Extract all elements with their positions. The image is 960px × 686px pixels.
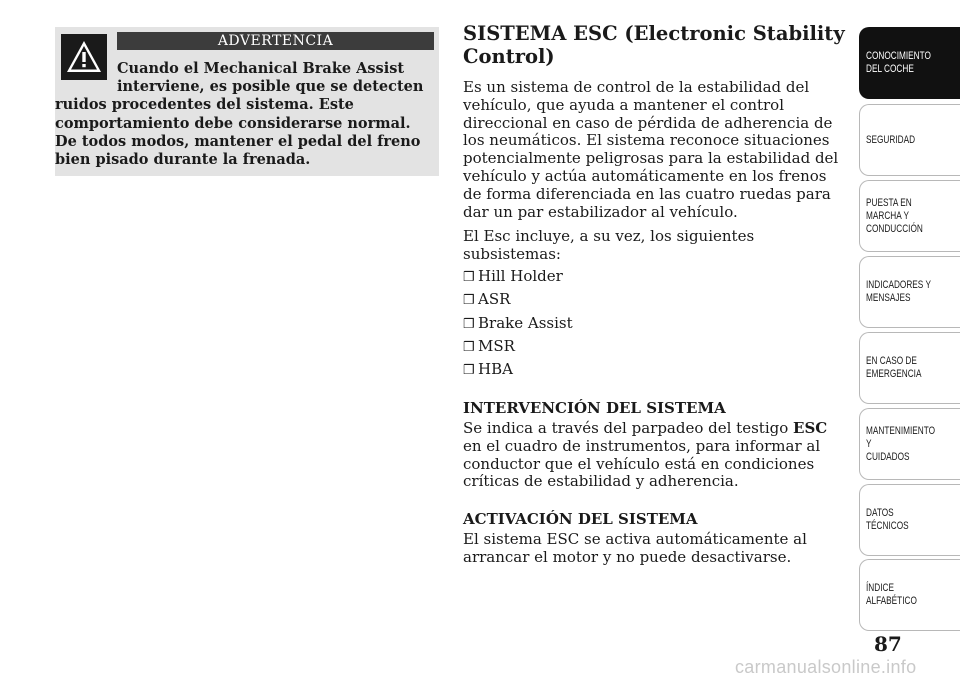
chapter-tabs — [859, 27, 960, 632]
watermark: carmanualsonline.info — [735, 657, 917, 677]
intervention-paragraph: Se indica a través del parpadeo del testigo ESC en el cuadro de instrumentos, para informar al conductor que el vehículo está en condiciones críticas de estabilidad y adherencia. — [463, 418, 828, 491]
section-heading-activation: ACTIVACIÓN DEL SISTEMA — [463, 510, 698, 529]
tab-conocimiento-del-coche[interactable]: CONOCIMIENTO DEL COCHE — [859, 27, 960, 99]
checkbox-bullet-icon: ❒ — [463, 293, 475, 309]
checkbox-bullet-icon: ❒ — [463, 363, 475, 379]
warning-text: Cuando el Mechanical Brake Assist interviene, es posible que se detecten ruidos procedentes del sistema. Este comportamiento debe considerarse normal. De todos modos, mantener el pedal del freno bien pisado durante la frenada. — [55, 60, 424, 169]
page-title: SISTEMA ESC (Electronic Stability Control) — [463, 22, 845, 68]
checkbox-bullet-icon: ❒ — [463, 316, 475, 332]
activation-paragraph: El sistema ESC se activa automáticamente al arrancar el motor y no puede desactivarse. — [463, 530, 807, 566]
list-item: ❒ HBA — [463, 360, 513, 379]
intro-paragraph: Es un sistema de control de la estabilidad del vehículo, que ayuda a mantener el control direccional en caso de pérdida de adherencia de los neumáticos. El sistema reconoce situaciones potencialmente peligrosas para la estabilidad del vehículo y actúa automáticamente en los frenos de forma diferenciada en las cuatro ruedas para dar un par estabilizador al vehículo. — [463, 78, 839, 221]
tab-seguridad[interactable]: SEGURIDAD — [859, 104, 960, 176]
list-item: ❒ Brake Assist — [463, 313, 573, 332]
tab-puesta-en-marcha[interactable]: PUESTA EN MARCHA Y CONDUCCIÓN — [859, 180, 960, 252]
tab-en-caso-de-emergencia[interactable]: EN CASO DE EMERGENCIA — [859, 332, 960, 404]
subsystem-list — [463, 268, 848, 380]
main-column — [463, 22, 848, 574]
warning-box — [55, 27, 439, 176]
checkbox-bullet-icon: ❒ — [463, 269, 475, 285]
subsystems-intro: El Esc incluye, a su vez, los siguientes subsistemas: — [463, 227, 755, 264]
tab-indice-alfabetico[interactable]: ÍNDICE ALFABÉTICO — [859, 559, 960, 631]
list-item: ❒ ASR — [463, 290, 511, 309]
tab-mantenimiento[interactable]: MANTENIMIENTO Y CUIDADOS — [859, 408, 960, 480]
checkbox-bullet-icon: ❒ — [463, 339, 475, 355]
tab-datos-tecnicos[interactable]: DATOS TÉCNICOS — [859, 484, 960, 556]
list-item: ❒ Hill Holder — [463, 266, 563, 285]
page-number: 87 — [874, 632, 902, 656]
section-heading-intervention: INTERVENCIÓN DEL SISTEMA — [463, 398, 726, 417]
list-item: ❒ MSR — [463, 336, 515, 355]
tab-indicadores-y-mensajes[interactable]: INDICADORES Y MENSAJES — [859, 256, 960, 328]
warning-heading: ADVERTENCIA — [117, 32, 434, 50]
